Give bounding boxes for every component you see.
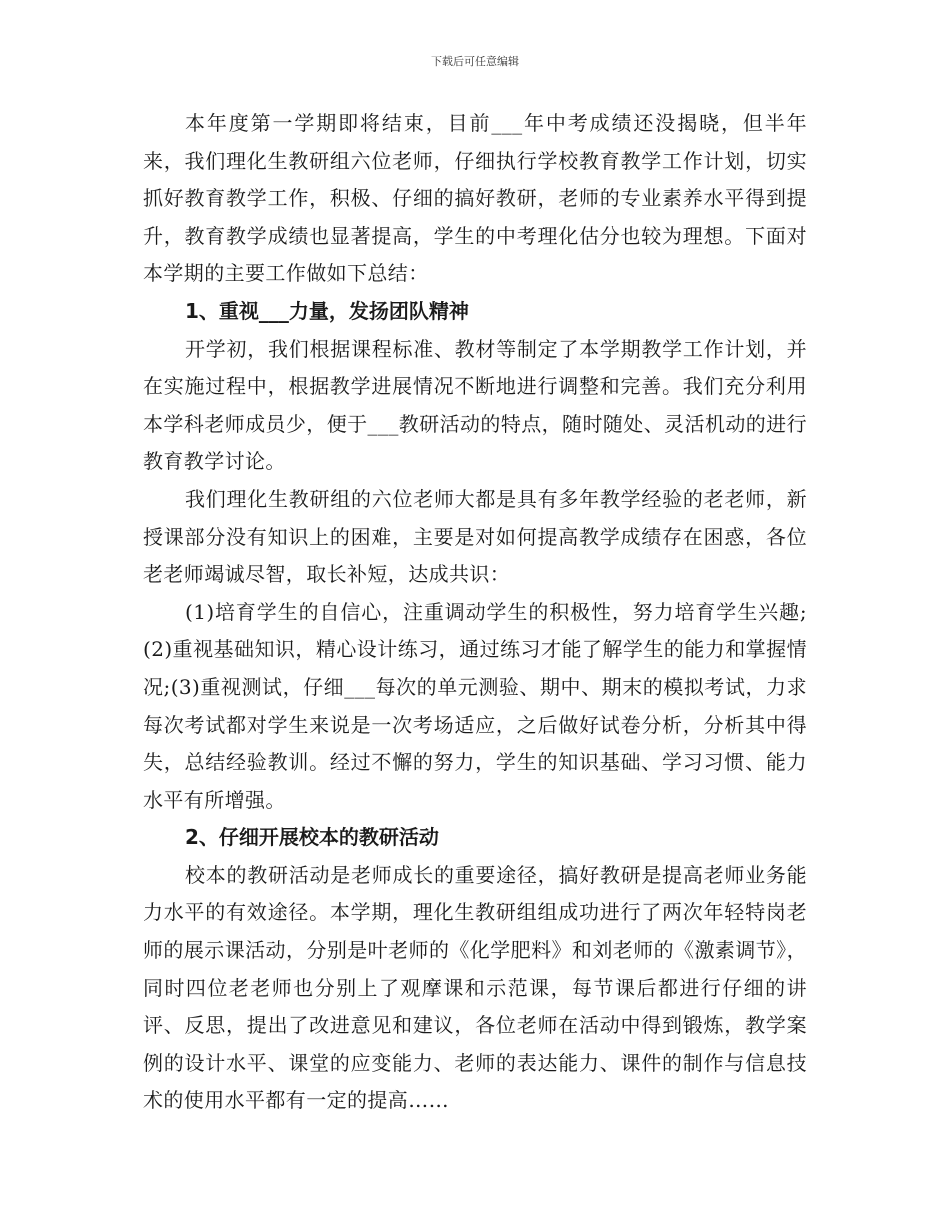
section-1-title: 1、重视___力量，发扬团队精神 [185,298,469,323]
intro-paragraph: 本年度第一学期即将结束，目前___年中考成绩还没揭晓，但半年来，我们理化生教研组六位老师，仔细执行学校教育教学工作计划，切实抓好教育教学工作，积极、仔细的搞好教研，老师的专业素养水平得到提升，教育教学成绩也显著提高，学生的中考理化估分也较为理想。下面对本学期的主要工作做如下总结： [143,111,807,286]
section-2-title: 2、仔细开展校本的教研活动 [185,825,439,850]
page-header-note: 下载后可任意编辑 [431,55,519,68]
section-2-paragraph-1: 校本的教研活动是老师成长的重要途径，搞好教研是提高老师业务能力水平的有效途径。本学期，理化生教研组组成功进行了两次年轻特岗老师的展示课活动，分别是叶老师的《化学肥料》和刘老师的《激素调节》，同时四位老老师也分别上了观摩课和示范课，每节课后都进行仔细的讲评、反思，提出了改进意见和建议，各位老师在活动中得到锻炼，教学案例的设计水平、课堂的应变能力、老师的表达能力、课件的制作与信息技术的使用水平都有一定的提高…… [143,862,807,1113]
document-body [143,105,807,1120]
section-1-paragraph-1: 开学初，我们根据课程标准、教材等制定了本学期教学工作计划，并在实施过程中，根据教学进展情况不断地进行调整和完善。我们充分利用本学科老师成员少，便于___教研活动的特点，随时随处、灵活机动的进行教育教学讨论。 [143,336,807,474]
section-1-paragraph-2: 我们理化生教研组的六位老师大都是具有多年教学经验的老老师，新授课部分没有知识上的困难，主要是对如何提高教学成绩存在困惑，各位老老师竭诚尽智，取长补短，达成共识： [143,486,807,587]
section-1-paragraph-3: (1)培育学生的自信心，注重调动学生的积极性，努力培育学生兴趣;(2)重视基础知识，精心设计练习，通过练习才能了解学生的能力和掌握情况;(3)重视测试，仔细___每次的单元测验、期中、期末的模拟考试，力求每次考试都对学生来说是一次考场适应，之后做好试卷分析，分析其中得失，总结经验教训。经过不懈的努力，学生的知识基础、学习习惯、能力水平有所增强。 [143,599,807,812]
